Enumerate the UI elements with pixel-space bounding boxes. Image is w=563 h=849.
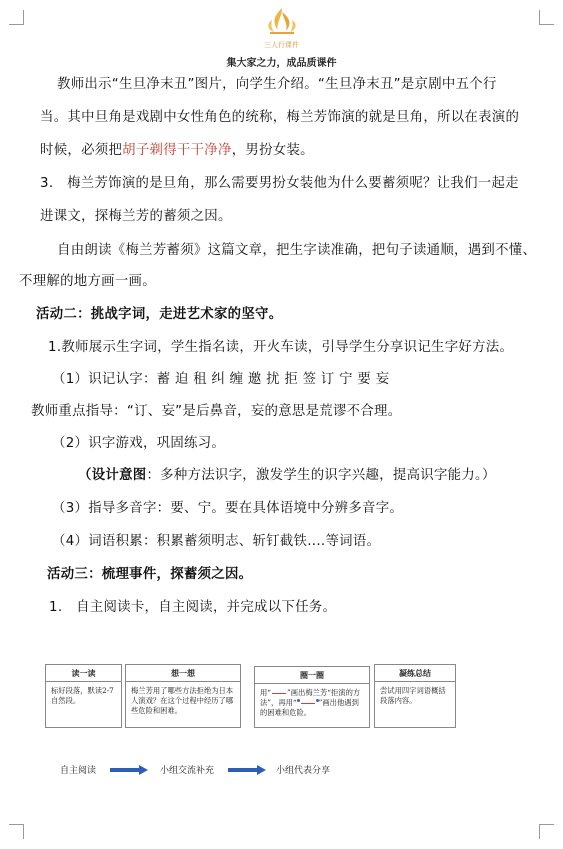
task-card-think [125,664,241,728]
text-span: ”画出梅兰芳“拒演的方法”，再用“ [260,688,361,707]
crop-mark-bottom-left [9,824,24,839]
dot-mark-icon [297,699,300,702]
paragraph-line: 教师重点指导：“订、妄”是后鼻音，妄的意思是荒谬不合理。 [31,404,402,419]
paragraph-line: 进课文，探梅兰芳的蓄须之因。 [40,209,232,224]
design-intent [78,464,496,483]
paragraph-line: 教师出示“生旦净末丑”图片，向学生介绍。“生旦净末丑”是京剧中五个行 [57,77,497,92]
underline-mark-icon [272,693,286,694]
paragraph-line: （3）指导多音字：要、宁。要在具体语境中分辨多音字。 [52,501,404,516]
activity-heading: 活动三：梳理事件，探蓄须之因。 [47,567,253,582]
task-card-summary [374,664,456,728]
arrow-right-icon [228,765,266,775]
paragraph-line: 不理解的地方画一画。 [19,274,156,289]
task-card-read [45,664,122,728]
card-body: 尝试用四字词语概括段落内容。 [380,686,446,705]
text-span: ，男扮女装。 [231,143,314,158]
activity-heading: 活动二：挑战字词，走进艺术家的坚守。 [36,307,283,322]
logo-text: 三人行课件 [264,41,299,49]
paragraph-line [40,139,314,158]
card-body: 梅兰芳用了哪些方法拒绝为日本人演戏？在这个过程中经历了哪些危险和困难。 [131,686,234,715]
flow-step-3: 小组代表分享 [276,766,331,776]
text-span: ”画出他遇到的困难和危险。 [260,698,359,717]
card-body [260,688,365,718]
paragraph-line: 当。其中旦角是戏剧中女性角色的统称，梅兰芳饰演的就是旦角，所以在表演的 [40,110,520,125]
paragraph-line: （2）识字游戏，巩固练习。 [52,436,226,451]
underline-mark-icon [301,703,315,704]
text-span: 用“ [260,688,272,697]
paragraph-line: 3. 梅兰芳饰演的是旦角，那么需要男扮女装他为什么要蓄须呢？让我们一起走 [40,176,519,191]
paragraph-line: （4）词语积累：积累蓄须明志、斩钉截铁....等词语。 [52,534,381,549]
paragraph-line: （1）识记认字：蓄 迫 租 纠 缠 邀 扰 拒 签 订 宁 要 妄 [52,372,390,387]
design-label: （设计意图 [78,468,147,483]
crop-mark-bottom-right [539,824,554,839]
arrow-right-icon [110,765,148,775]
card-title: 凝练总结 [399,669,431,678]
task-card-circle [254,666,370,728]
design-text: ：多种方法识字，激发学生的识字兴趣，提高识字能力。） [146,468,496,483]
card-title: 想一想 [171,669,195,678]
header-tagline: 集大家之力，成品质课件 [226,58,337,69]
paragraph-line: 1. 自主阅读卡，自主阅读，并完成以下任务。 [49,600,337,615]
flow-step-1: 自主阅读 [60,766,97,776]
card-title: 读一读 [71,669,96,678]
flow-step-2: 小组交流补充 [160,766,215,776]
card-title: 圈一圈 [300,671,324,680]
card-body: 标好段落，默读2-7自然段。 [51,686,114,705]
paragraph-line: 自由朗读《梅兰芳蓄须》这篇文章，把生字读准确，把句子读通顺，遇到不懂、 [57,243,537,258]
paragraph-line: 1.教师展示生字词，学生指名读，开火车读，引导学生分享识记生字好方法。 [48,340,514,355]
text-span: 时候，必须把 [40,143,123,158]
page-header [0,6,563,69]
highlighted-text: 胡子剃得干干净净 [122,143,232,158]
